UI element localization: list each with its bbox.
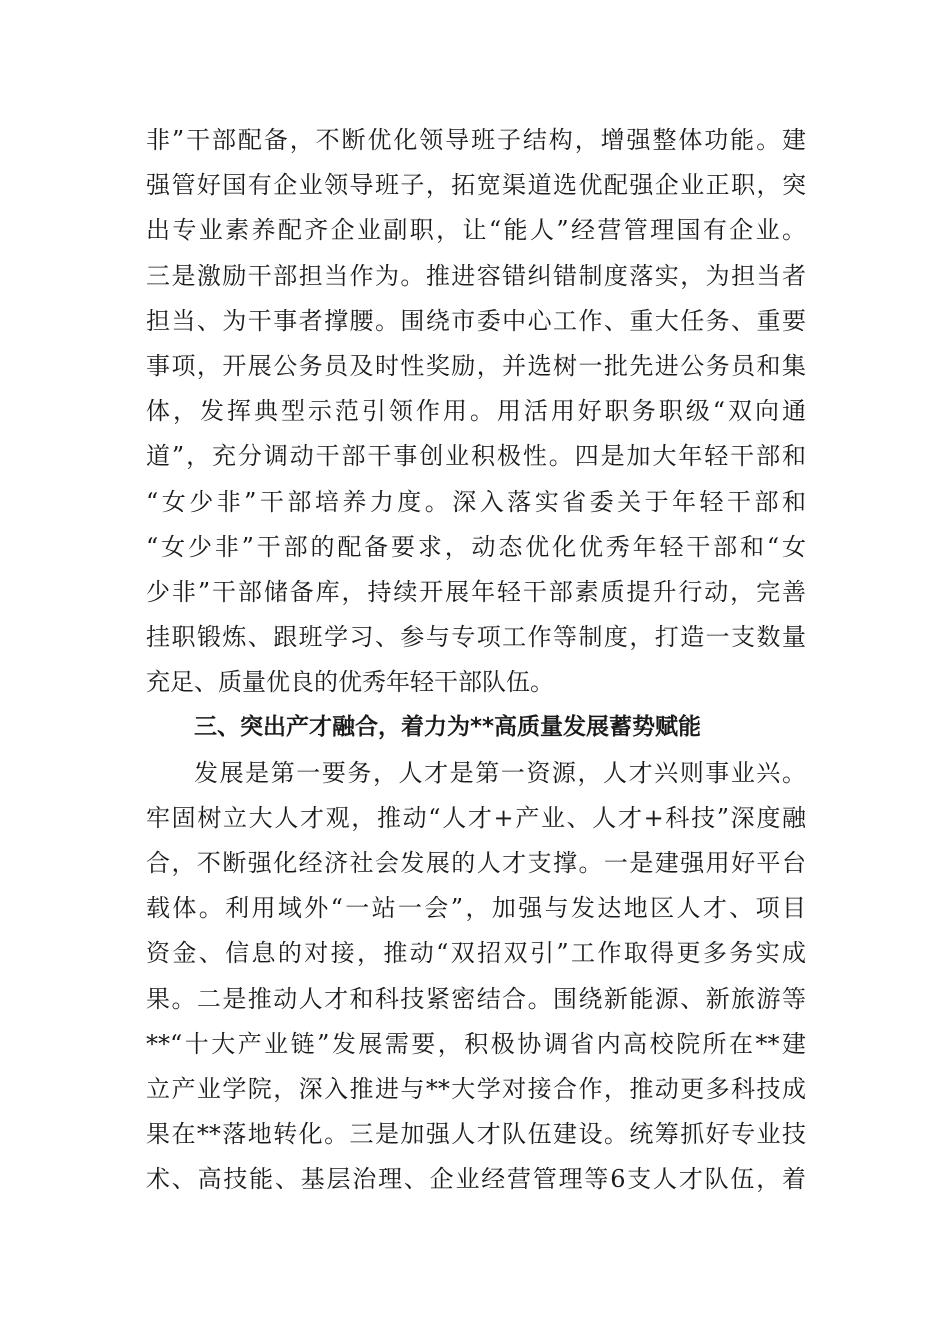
text-line: 牢固树立大人才观，推动“人才+产业、人才+科技”深度融 — [146, 803, 806, 832]
text-line: 少非”干部储备库，持续开展年轻干部素质提升行动，完善 — [146, 577, 806, 606]
section-heading-3: 三、突出产才融合，着力为**高质量发展蓄势赋能 — [194, 714, 702, 741]
text-line: 立产业学院，深入推进与**大学对接合作，推动更多科技成 — [146, 1074, 806, 1103]
text-line: 担当、为干事者撑腰。围绕市委中心工作、重大任务、重要 — [146, 306, 806, 335]
text-line: 体，发挥典型示范引领作用。用活用好职务职级“双向通 — [146, 397, 806, 426]
text-line: 资金、信息的对接，推动“双招双引”工作取得更多务实成 — [146, 939, 806, 968]
text-line: 出专业素养配齐企业副职，让“能人”经营管理国有企业。 — [146, 216, 806, 245]
document-page — [146, 118, 806, 1203]
text-line: 合，不断强化经济社会发展的人才支撑。一是建强用好平台 — [146, 849, 806, 877]
text-line: 充足、质量优良的优秀年轻干部队伍。 — [146, 668, 554, 697]
text-line: 非”干部配备，不断优化领导班子结构，增强整体功能。建 — [146, 126, 806, 154]
text-line: **“十大产业链”发展需要，积极协调省内高校院所在**建 — [146, 1029, 806, 1058]
text-line: 果在**落地转化。三是加强人才队伍建设。统筹抓好专业技 — [146, 1120, 806, 1149]
text-line: “女少非”干部的配备要求，动态优化优秀年轻干部和“女 — [146, 532, 806, 561]
text-line: 果。二是推动人才和科技紧密结合。围绕新能源、新旅游等 — [146, 984, 806, 1013]
text-line: 事项，开展公务员及时性奖励，并选树一批先进公务员和集 — [146, 351, 806, 380]
text-line: 道”，充分调动干部干事创业积极性。四是加大年轻干部和 — [146, 442, 806, 471]
text-line: 强管好国有企业领导班子，拓宽渠道选优配强企业正职，突 — [146, 171, 806, 200]
text-line: 术、高技能、基层治理、企业经营管理等6支人才队伍，着 — [146, 1165, 806, 1194]
text-line: 发展是第一要务，人才是第一资源，人才兴则事业兴。 — [194, 758, 806, 787]
paragraph-talent-integration — [146, 751, 806, 1203]
paragraph-cadre-allocation — [146, 118, 806, 705]
text-line: 挂职锻炼、跟班学习、参与专项工作等制度，打造一支数量 — [146, 623, 806, 652]
text-line: 三是激励干部担当作为。推进容错纠错制度落实，为担当者 — [146, 261, 806, 290]
text-line: 载体。利用域外“一站一会”，加强与发达地区人才、项目 — [146, 894, 806, 923]
text-line: “女少非”干部培养力度。深入落实省委关于年轻干部和 — [146, 487, 806, 516]
